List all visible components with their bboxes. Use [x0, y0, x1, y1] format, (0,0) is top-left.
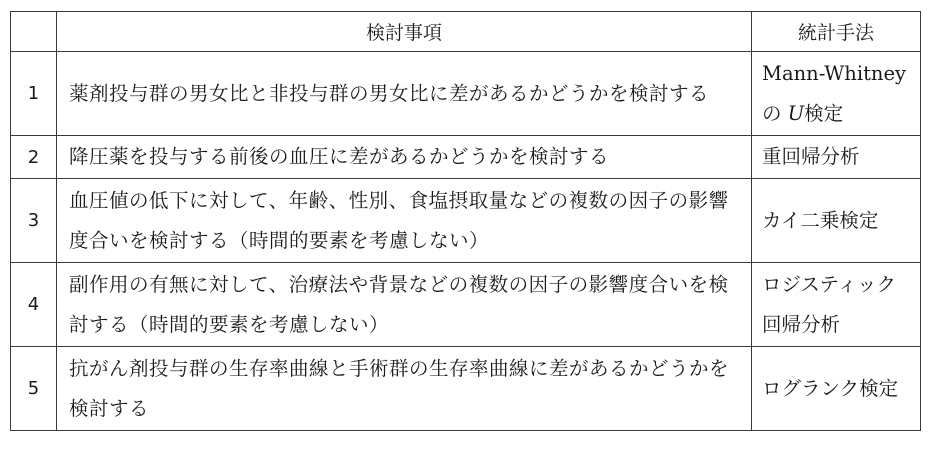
row-number: 5: [11, 347, 57, 431]
row-number: 1: [11, 52, 57, 136]
method-text: Mann-Whitney の: [762, 61, 907, 125]
row-number: 4: [11, 263, 57, 347]
row-topic: 薬剤投与群の男女比と非投与群の男女比に差があるかどうかを検討する: [57, 52, 752, 136]
row-number: 3: [11, 179, 57, 263]
row-method: ログランク検定: [752, 347, 921, 431]
row-topic: 抗がん剤投与群の生存率曲線と手術群の生存率曲線に差があるかどうかを検討する: [57, 347, 752, 431]
table-row: [11, 136, 921, 179]
row-topic: 副作用の有無に対して、治療法や背景などの複数の因子の影響度合いを検討する（時間的要素を考慮しない）: [57, 263, 752, 347]
row-method: 重回帰分析: [752, 136, 921, 179]
method-text-suffix: 検定: [804, 101, 844, 125]
table-row: [11, 179, 921, 263]
table-row: [11, 52, 921, 136]
row-method: カイ二乗検定: [752, 179, 921, 263]
method-variable: U: [787, 101, 805, 125]
header-method: 統計手法: [752, 12, 921, 52]
table-row: [11, 263, 921, 347]
row-topic: 血圧値の低下に対して、年齢、性別、食塩摂取量などの複数の因子の影響度合いを検討する（時間的要素を考慮しない）: [57, 179, 752, 263]
row-method: ロジスティック回帰分析: [752, 263, 921, 347]
row-topic: 降圧薬を投与する前後の血圧に差があるかどうかを検討する: [57, 136, 752, 179]
header-topic: 検討事項: [57, 12, 752, 52]
statistics-table: [10, 11, 921, 431]
table-row: [11, 347, 921, 431]
header-row: [11, 12, 921, 52]
row-method: [752, 52, 921, 136]
row-number: 2: [11, 136, 57, 179]
header-number: [11, 12, 57, 52]
